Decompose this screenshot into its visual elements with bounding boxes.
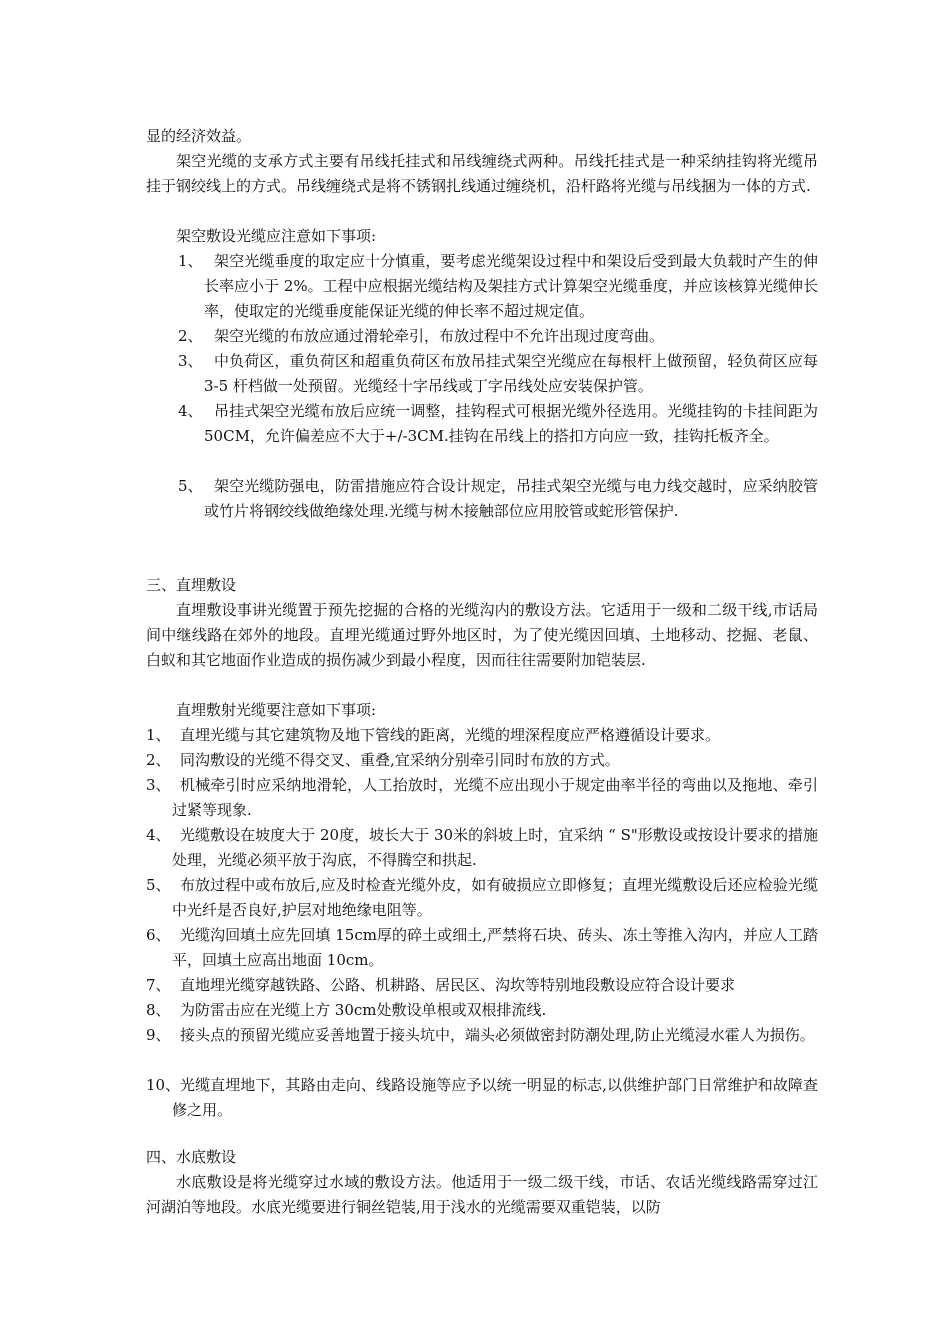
paragraph-aerial-notice: 架空敷设光缆应注意如下事项: (176, 227, 377, 245)
paragraph-support-methods: 架空光缆的支承方式主要有吊线托挂式和吊线缠绕式两种。吊线托挂式是一种采纳挂钩将光缆吊挂于钢绞线上的方式。吊线缠绕式是将不锈钢扎线通过缠绕机，沿杆路将光缆与吊线捆为一体的方式. (146, 152, 818, 195)
list-item (146, 923, 818, 973)
list-item-number: 9、 (146, 1026, 171, 1044)
list-item-text: 直埋光缆与其它建筑物及地下管线的距离，光缆的埋深程度应严格遵循设计要求。 (180, 726, 721, 744)
list-item (146, 723, 818, 748)
aerial-notice-list (178, 249, 818, 549)
list-item-number: 3、 (178, 352, 203, 370)
list-item (178, 324, 818, 349)
list-item-text: 为防雷击应在光缆上方 30cm处敷设单根或双根排流线. (180, 1001, 547, 1019)
list-item-text: 机械牵引时应采纳地滑轮，人工抬放时，光缆不应出现小于规定曲率半径的弯曲以及拖地、牵引过紧等现象. (172, 776, 818, 819)
paragraph-direct-burial-notice: 直埋敷射光缆要注意如下事项: (176, 701, 377, 719)
list-item-text: 同沟敷设的光缆不得交叉、重叠,宜采纳分别牵引同时布放的方式。 (180, 751, 620, 769)
list-item (146, 823, 818, 873)
list-item-text: 布放过程中或布放后,应及时检查光缆外皮，如有破损应立即修复；直埋光缆敷设后还应检验光缆中光纤是否良好,护层对地绝缘电阻等。 (172, 876, 818, 919)
paragraph-underwater-intro: 水底敷设是将光缆穿过水域的敷设方法。他适用于一级二级干线，市话、农话光缆线路需穿过江河湖泊等地段。水底光缆要进行铜丝铠装,用于浅水的光缆需要双重铠装，以防 (146, 1173, 818, 1216)
list-item (146, 1023, 818, 1073)
list-item (146, 1073, 818, 1123)
section-heading-direct-burial: 三、直埋敷设 (146, 576, 237, 594)
list-item-number: 2、 (146, 751, 171, 769)
list-item-number: 7、 (146, 976, 171, 994)
list-item-text: 吊挂式架空光缆布放后应统一调整，挂钩程式可根据光缆外径选用。光缆挂钩的卡挂间距为 50CM，允许偏差应不大于+/-3CM.挂钩在吊线上的搭扣方向应一致，挂钩托板齐全。 (204, 402, 818, 445)
list-item-number: 3、 (146, 776, 171, 794)
list-item (178, 399, 818, 474)
list-item-number: 1、 (178, 252, 203, 270)
paragraph-continuation: 显的经济效益。 (146, 127, 252, 145)
list-item-text: 架空光缆的布放应通过滑轮牵引，布放过程中不允许出现过度弯曲。 (214, 327, 665, 345)
list-item-number: 4、 (178, 402, 203, 420)
list-item-text: 光缆敷设在坡度大于 20度，坡长大于 30米的斜坡上时，宜采纳 “ S"形敷设或按设计要求的措施处理，光缆必须平放于沟底，不得腾空和拱起. (172, 826, 819, 869)
direct-burial-notice-list (146, 723, 818, 1123)
list-item-number: 5、 (178, 477, 203, 495)
list-item (146, 773, 818, 823)
list-item (146, 973, 818, 998)
list-item-number: 10、 (146, 1076, 181, 1094)
list-item-number: 2、 (178, 327, 203, 345)
list-item-text: 架空光缆防强电，防雷措施应符合设计规定，吊挂式架空光缆与电力线交越时，应采纳胶管或竹片将钢绞线做绝缘处理.光缆与树木接触部位应用胶管或蛇形管保护. (204, 477, 818, 520)
list-item (178, 349, 818, 399)
list-item-number: 4、 (146, 826, 171, 844)
list-item-text: 光缆沟回填土应先回填 15cm厚的碎土或细土,严禁将石块、砖头、冻土等推入沟内，并应人工踏平，回填土应高出地面 10cm。 (172, 926, 818, 969)
list-item (178, 249, 818, 324)
list-item-text: 架空光缆垂度的取定应十分慎重，要考虑光缆架设过程中和架设后受到最大负载时产生的伸长率应小于 2%。工程中应根据光缆结构及架挂方式计算架空光缆垂度，并应该核算光缆伸长率，使取定的光缆垂度能保证光缆的伸长率不超过规定值。 (204, 252, 818, 320)
list-item-text: 直地埋光缆穿越铁路、公路、机耕路、居民区、沟坎等特别地段敷设应符合设计要求 (180, 976, 736, 994)
list-item (178, 474, 818, 549)
paragraph-direct-burial-intro: 直埋敷设事讲光缆置于预先挖掘的合格的光缆沟内的敷设方法。它适用于一级和二级干线,市话局间中继线路在郊外的地段。直埋光缆通过野外地区时，为了使光缆因回填、土地移动、挖掘、老鼠、白蚁和其它地面作业造成的损伤减少到最小程度，因而往往需要附加铠装层. (146, 601, 818, 669)
list-item-text: 中负荷区，重负荷区和超重负荷区布放吊挂式架空光缆应在每根杆上做预留，轻负荷区应每 3-5 杆档做一处预留。光缆经十字吊线或丁字吊线处应安装保护管。 (204, 352, 818, 395)
list-item-number: 8、 (146, 1001, 171, 1019)
list-item (146, 748, 818, 773)
list-item (146, 998, 818, 1023)
list-item-text: 光缆直埋地下，其路由走向、线路设施等应予以统一明显的标志,以供维护部门日常维护和故障查修之用。 (172, 1076, 818, 1119)
list-item (146, 873, 818, 923)
list-item-text: 接头点的预留光缆应妥善地置于接头坑中，端头必须做密封防潮处理,防止光缆浸水霍人为损伤。 (180, 1026, 815, 1044)
list-item-number: 6、 (146, 926, 171, 944)
list-item-number: 5、 (146, 876, 171, 894)
section-heading-underwater: 四、水底敷设 (146, 1148, 237, 1166)
list-item-number: 1、 (146, 726, 171, 744)
